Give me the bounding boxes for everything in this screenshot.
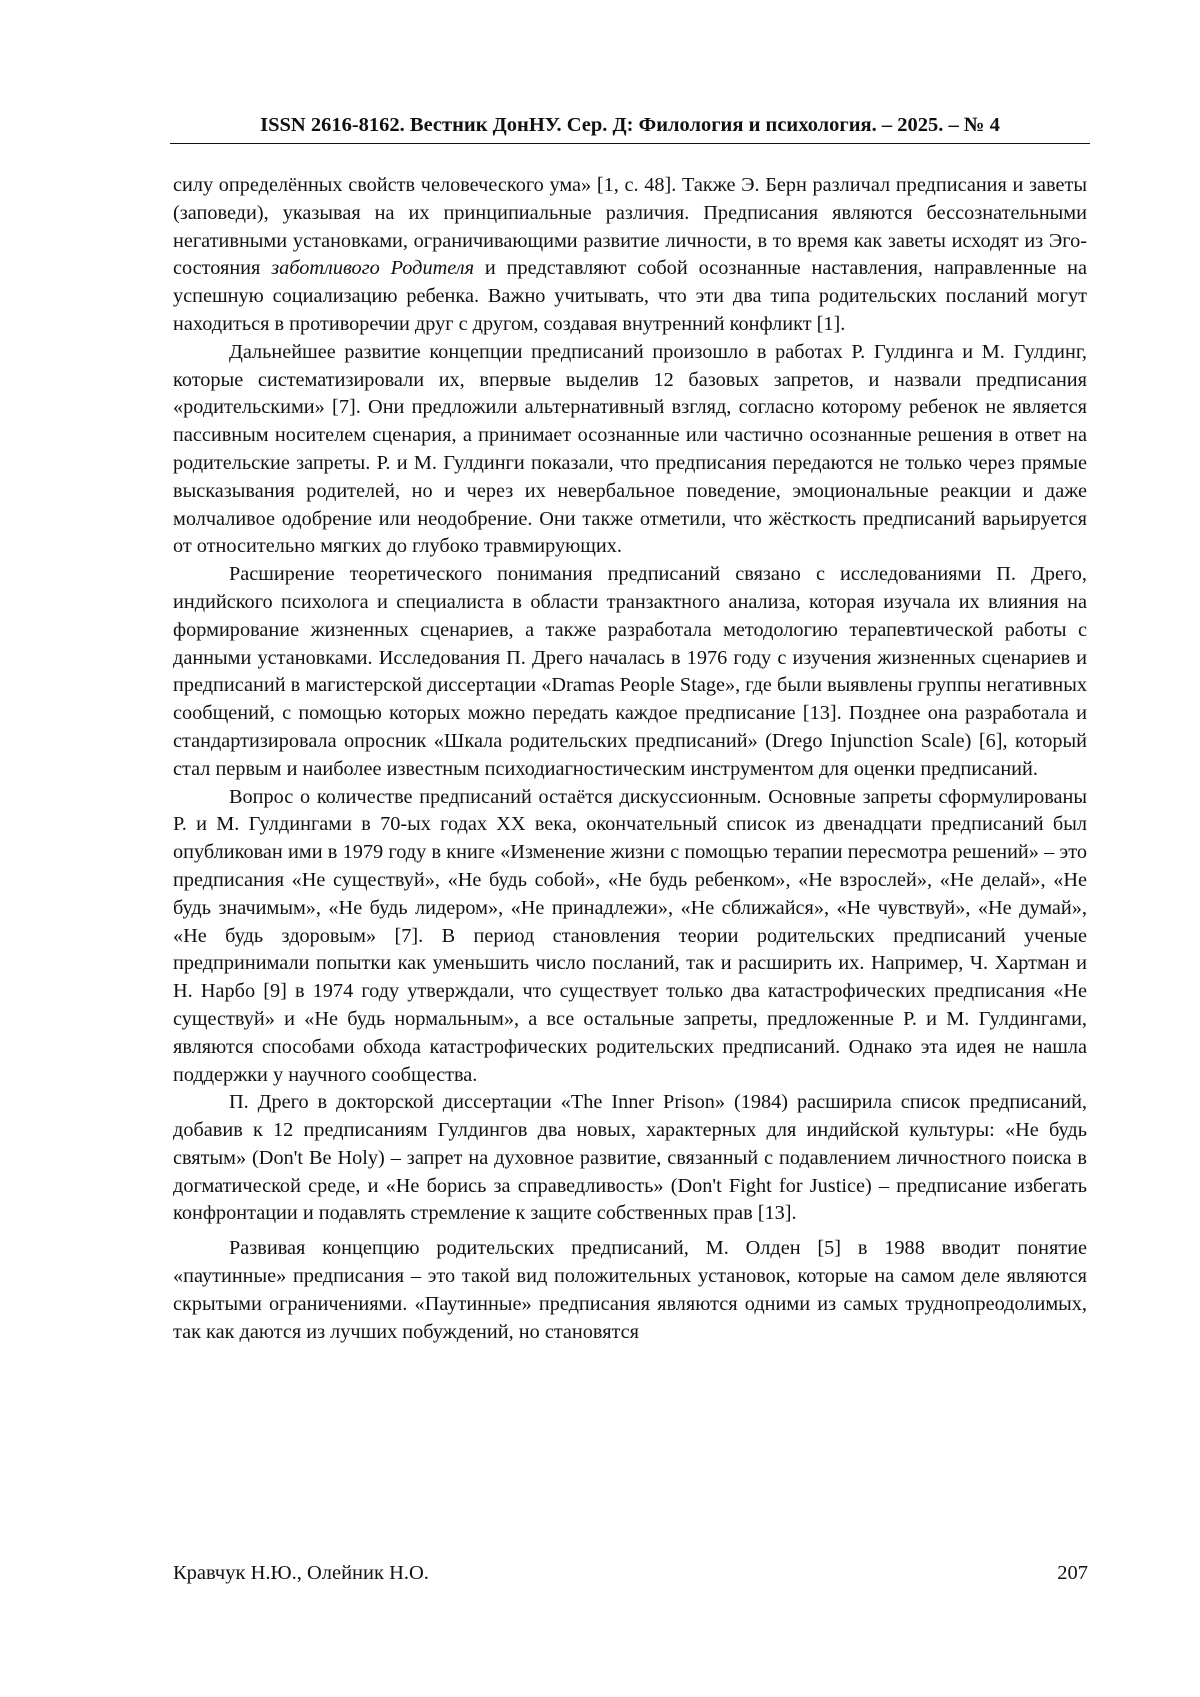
article-body (173, 172, 1087, 1346)
paragraph-1-text-a: силу определённых свойств человеческого ума» [1, с. 48]. Также Э. Берн различал предписания и заветы (заповеди), указывая на их принципиальные различия. Предписания являются бессознательными негативными установками, ограничивающими развитие личности, в то время как заветы исходят из Эго-состояния (173, 174, 1087, 280)
paragraph-1-text-b: и представляют собой осознанные наставления, направленные на успешную социализацию ребенка. Важно учитывать, что эти два типа родительских посланий могут находиться в противоречии друг с другом, создавая внутренний конфликт [1]. (173, 257, 1087, 335)
page-number: 207 (1057, 1562, 1088, 1584)
running-header: ISSN 2616-8162. Вестник ДонНУ. Сер. Д: Филология и психология. – 2025. – № 4 (170, 112, 1090, 144)
paragraph-2: Дальнейшее развитие концепции предписаний произошло в работах Р. Гулдинга и М. Гулдинг, которые систематизировали их, впервые выделив 12 базовых запретов, и назвали предписания «родительскими» [7]. Они предложили альтернативный взгляд, согласно которому ребенок не является пассивным носителем сценария, а принимает осознанные или частично осознанные решения в ответ на родительские запреты. Р. и М. Гулдинги показали, что предписания передаются не только через прямые высказывания родителей, но и через их невербальное поведение, эмоциональные реакции и даже молчаливое одобрение или неодобрение. Они также отметили, что жёсткость предписаний варьируется от относительно мягких до глубоко травмирующих. (173, 340, 1087, 558)
paragraph-1-italic-term: заботливого Родителя (271, 257, 474, 280)
paragraph-4: Вопрос о количестве предписаний остаётся дискуссионным. Основные запреты сформулированы Р. и М. Гулдингами в 70-ых годах ХХ века, окончательный список из двенадцати предписаний был опубликован ими в 1979 году в книге «Изменение жизни с помощью терапии пересмотра решений» – это предписания «Не существуй», «Не будь собой», «Не будь ребенком», «Не взрослей», «Не делай», «Не будь значимым», «Не будь лидером», «Не принадлежи», «Не сближайся», «Не чувствуй», «Не думай», «Не будь здоровым» [7]. В период становления теории родительских предписаний ученые предпринимали попытки как уменьшить число посланий, так и расширить их. Например, Ч. Хартман и Н. Нарбо [9] в 1974 году утверждали, что существует только два катастрофических предписания «Не существуй» и «Не будь нормальным», а все остальные запреты, предложенные Р. и М. Гулдингами, являются способами обхода катастрофических родительских предписаний. Однако эта идея не нашла поддержки у научного сообщества. (173, 785, 1087, 1086)
paragraph-3: Расширение теоретического понимания предписаний связано с исследованиями П. Дрего, индийского психолога и специалиста в области транзактного анализа, которая изучала их влияния на формирование жизненных сценариев, а также разработала методологию терапевтической работы с данными установками. Исследования П. Дрего началась в 1976 году с изучения жизненных сценариев и предписаний в магистерской диссертации «Dramas People Stage», где были выявлены группы негативных сообщений, с помощью которых можно передать каждое предписание [13]. Позднее она разработала и стандартизировала опросник «Шкала родительских предписаний» (Drego Injunction Scale) [6], который стал первым и наиболее известным психодиагностическим инструментом для оценки предписаний. (173, 563, 1087, 780)
paragraph-1 (173, 172, 1087, 339)
paragraph-6: Развивая концепцию родительских предписаний, М. Олден [5] в 1988 вводит понятие «паутинные» предписания – это такой вид положительных установок, которые на самом деле являются скрытыми ограничениями. «Паутинные» предписания являются одними из самых труднопреодолимых, так как даются из лучших побуждений, но становятся (173, 1237, 1087, 1343)
paragraph-5: П. Дрего в докторской диссертации «The Inner Prison» (1984) расширила список предписаний, добавив к 12 предписаниям Гулдингов два новых, характерных для индийской культуры: «Не будь святым» (Don't Be Holy) – запрет на духовное развитие, связанный с подавлением личностного поиска в догматической среде, и «Не борись за справедливость» (Don't Fight for Justice) – предписание избегать конфронтации и подавлять стремление к защите собственных прав [13]. (173, 1091, 1087, 1225)
footer-authors: Кравчук Н.Ю., Олейник Н.О. (173, 1562, 429, 1584)
